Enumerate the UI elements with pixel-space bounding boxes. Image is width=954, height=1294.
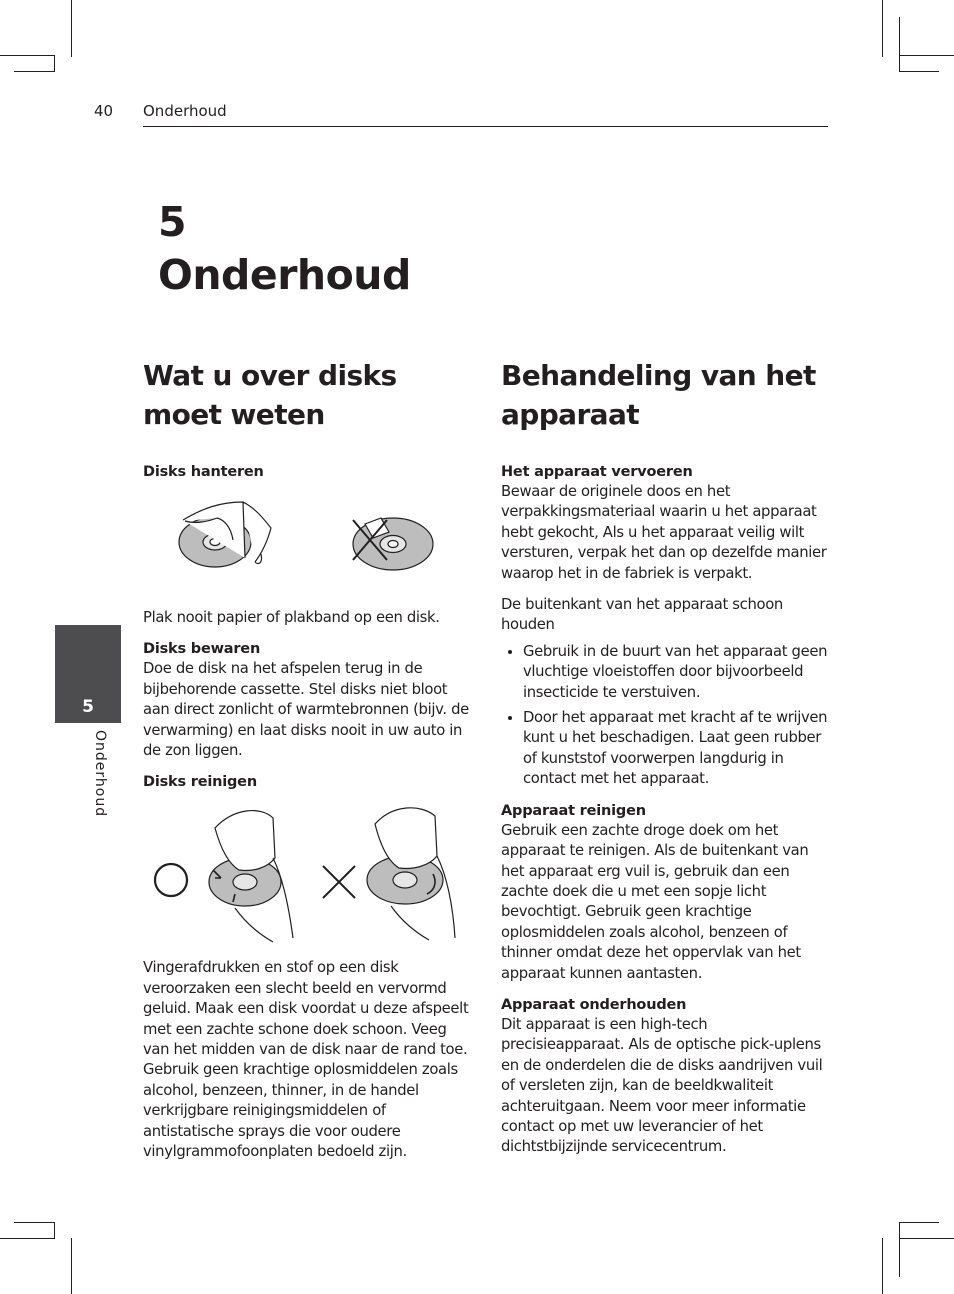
disk-cleaning-illustration bbox=[143, 798, 473, 948]
disk-handling-illustration bbox=[143, 488, 473, 598]
subheading-onderhouden: Apparaat onderhouden bbox=[501, 996, 687, 1013]
left-column bbox=[143, 356, 473, 1174]
header-rule bbox=[143, 126, 828, 127]
subheading-reinigen: Apparaat reinigen bbox=[501, 802, 646, 819]
crop-mark bbox=[899, 71, 939, 72]
list-item: • Door het apparaat met kracht af te wrijven kunt u het beschadigen. Laat geen rubber of kunststof voorwerpen langdurig in contact met het apparaat. bbox=[523, 708, 831, 790]
right-column bbox=[501, 356, 831, 1169]
section-heading-apparaat: Behandeling van het apparaat bbox=[501, 359, 816, 431]
buitenkant-list bbox=[501, 642, 831, 790]
crop-mark bbox=[899, 1222, 939, 1223]
disks-bewaren-text: Doe de disk na het afspelen terug in de bijbehorende cassette. Stel disks niet bloot aan direct zonlicht of warmtebronnen (bijv. de verwarming) en laat disks nooit in uw auto in de zon liggen. bbox=[143, 660, 469, 760]
chapter-number: 5 bbox=[158, 198, 187, 246]
onderhouden-text: Dit apparaat is een high-tech precisieapparaat. Als de optische pick-uplens en de onderdelen die de disks aandrijven vuil of versleten zijn, kan de beeldkwaliteit achteruitgaan. Neem voor meer informatie contact op met uw leverancier of het dichtstbijzijnde servicecentrum. bbox=[501, 1015, 823, 1156]
correct-circle-icon bbox=[155, 864, 187, 896]
disks-hanteren-caption: Plak nooit papier of plakband op een disk. bbox=[143, 609, 440, 626]
vervoeren-text: Bewaar de originele doos en het verpakkingsmateriaal waarin u het apparaat hebt gekocht, Als u het apparaat veilig wilt versturen, verpak het dan op dezelfde manier waarop het in de fabriek is verpakt. bbox=[501, 483, 827, 582]
section-heading-disks: Wat u over disks moet weten bbox=[143, 359, 397, 431]
crop-mark bbox=[899, 1238, 954, 1239]
reinigen-text: Gebruik een zachte droge doek om het apparaat te reinigen. Als de buitenkant van het apparaat erg vuil is, gebruik dan een zachte doek die u met een sopje licht bevochtigt. Gebruik geen krachtige oplosmiddelen zoals alcohol, benzeen of thinner omdat deze het oppervlak van het apparaat kunnen aantasten. bbox=[501, 821, 809, 982]
crop-mark bbox=[0, 1238, 54, 1239]
crop-mark bbox=[882, 1238, 883, 1294]
wrong-cross-icon bbox=[323, 866, 355, 898]
crop-mark bbox=[899, 17, 900, 72]
list-item: • Gebruik in de buurt van het apparaat geen vluchtige vloeistoffen door bijvoorbeeld insecticide te verstuiven. bbox=[523, 642, 831, 703]
side-tab-label: Onderhoud bbox=[92, 730, 108, 818]
subheading-disks-bewaren: Disks bewaren bbox=[143, 641, 261, 658]
crop-mark bbox=[899, 1222, 900, 1277]
running-header-title: Onderhoud bbox=[143, 102, 227, 120]
crop-mark bbox=[71, 0, 72, 57]
chapter-title: Onderhoud bbox=[158, 251, 411, 299]
chapter-heading bbox=[158, 196, 411, 302]
subheading-disks-hanteren: Disks hanteren bbox=[143, 464, 264, 480]
crop-mark bbox=[54, 1222, 55, 1239]
disks-reinigen-text: Vingerafdrukken en stof op een disk veroorzaken een slecht beeld en vervormd geluid. Maak een disk voordat u deze afspeelt met een zachte schone doek schoon. Veeg van het midden van de disk naar de rand toe. Gebruik geen krachtige oplosmiddelen zoals alcohol, benzeen, thinner, in de handel verkrijgbare reinigingsmiddelen of antistatische sprays die voor oudere vinylgrammofoonplaten bedoeld zijn. bbox=[143, 959, 469, 1161]
crop-mark bbox=[54, 55, 55, 72]
crop-mark bbox=[71, 1238, 72, 1294]
crop-mark bbox=[14, 1222, 54, 1223]
subheading-vervoeren: Het apparaat vervoeren bbox=[501, 464, 693, 480]
crop-mark bbox=[0, 55, 54, 56]
hand-wiping-correct bbox=[215, 811, 275, 871]
side-tab-number: 5 bbox=[82, 697, 94, 717]
crop-mark bbox=[882, 0, 883, 57]
crop-mark bbox=[14, 71, 54, 72]
buitenkant-intro: De buitenkant van het apparaat schoon houden bbox=[501, 596, 783, 634]
subheading-disks-reinigen: Disks reinigen bbox=[143, 774, 257, 791]
page-number: 40 bbox=[94, 102, 114, 120]
crop-mark bbox=[899, 55, 954, 56]
